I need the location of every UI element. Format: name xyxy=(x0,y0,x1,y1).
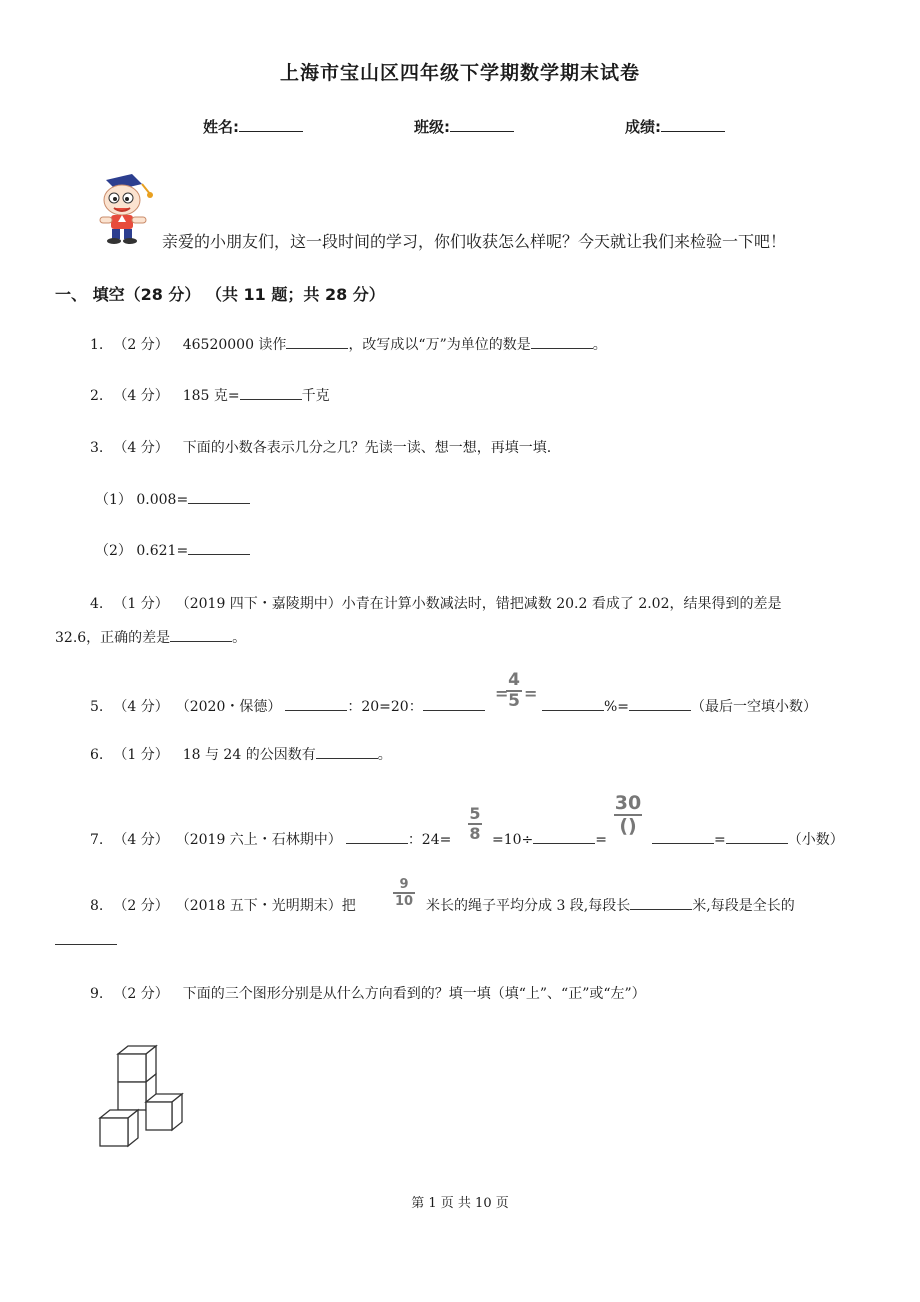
question-9 xyxy=(90,983,646,1003)
class-label: 班级: xyxy=(414,118,450,136)
page-title: 上海市宝山区四年级下学期数学期末试卷 xyxy=(279,62,640,84)
question-8 xyxy=(90,895,356,915)
q4-blank[interactable] xyxy=(170,627,232,642)
score-label: 成绩: xyxy=(625,118,661,136)
q7-blank-4[interactable] xyxy=(726,829,788,844)
q8-fraction-denominator: 10 xyxy=(394,894,414,909)
q3-sub2-blank[interactable] xyxy=(188,540,250,555)
name-label: 姓名: xyxy=(203,118,239,136)
q2-text-a: 185 克= xyxy=(182,388,240,404)
q5-fraction xyxy=(506,672,522,710)
q7-blank-3[interactable] xyxy=(652,829,714,844)
q7-text-d: = xyxy=(714,832,726,848)
q3-points: （4 分） xyxy=(113,440,169,456)
q8-points: （2 分） xyxy=(113,898,169,914)
name-field[interactable] xyxy=(203,116,303,137)
q4-points: （1 分） xyxy=(113,596,169,612)
q5-blank-3[interactable] xyxy=(542,696,604,711)
q7-text-b: =10÷ xyxy=(492,832,534,848)
cube-stack-figure xyxy=(94,1040,190,1152)
q5-tail xyxy=(542,696,817,716)
q1-blank-2[interactable] xyxy=(531,334,593,349)
q6-points: （1 分） xyxy=(113,747,169,763)
question-1 xyxy=(90,334,607,354)
q4-number: 4. xyxy=(90,596,104,612)
q7-text-a: ：24= xyxy=(407,832,452,848)
q7-note: （小数） xyxy=(787,832,844,848)
q9-text: 下面的三个图形分别是从什么方向看到的？填一填（填“上”、“正”或“左”） xyxy=(182,986,646,1002)
question-7 xyxy=(90,829,451,849)
q1-blank-1[interactable] xyxy=(286,334,348,349)
q6-blank[interactable] xyxy=(316,744,378,759)
q6-number: 6. xyxy=(90,747,104,763)
greeting-text: 亲爱的小朋友们，这一段时间的学习，你们收获怎么样呢？今天就让我们来检验一下吧！ xyxy=(162,232,787,251)
q7-fraction-1 xyxy=(468,806,482,842)
q3-number: 3. xyxy=(90,440,104,456)
q7-fraction-1-denominator: 8 xyxy=(469,824,481,843)
q4-line-2 xyxy=(55,627,246,647)
q4-line-1: （2019 四下・嘉陵期中）小青在计算小数减法时，错把减数 20.2 看成了 2.02，结果得到的差是 xyxy=(182,596,782,612)
q3-text: 下面的小数各表示几分之几？先读一读、想一想，再填一填. xyxy=(182,440,552,456)
q5-blank-2[interactable] xyxy=(423,696,485,711)
q8-number: 8. xyxy=(90,898,104,914)
q8-text-a: 米长的绳子平均分成 3 段,每段长 xyxy=(426,898,631,914)
q1-points: （2 分） xyxy=(113,337,169,353)
q8-fraction xyxy=(393,878,415,908)
q5-source: （2020・保德） xyxy=(182,699,282,715)
q5-note: （最后一空填小数） xyxy=(691,699,818,715)
q2-number: 2. xyxy=(90,388,104,404)
q5-text-a: ：20=20： xyxy=(347,699,423,715)
question-5 xyxy=(90,696,485,716)
q7-number: 7. xyxy=(90,832,104,848)
q2-blank-1[interactable] xyxy=(240,385,302,400)
name-blank[interactable] xyxy=(239,116,303,132)
q7-points: （4 分） xyxy=(113,832,169,848)
q5-percent: %= xyxy=(604,699,630,715)
q8-fraction-numerator: 9 xyxy=(399,877,409,892)
q8-tail xyxy=(426,895,795,915)
q2-points: （4 分） xyxy=(113,388,169,404)
q7-fraction-1-numerator: 5 xyxy=(469,804,481,823)
q9-number: 9. xyxy=(90,986,104,1002)
question-3 xyxy=(90,437,551,457)
question-6 xyxy=(90,744,392,764)
q7-middle xyxy=(492,829,607,848)
q3-sub1-blank[interactable] xyxy=(188,489,250,504)
q5-points: （4 分） xyxy=(113,699,169,715)
q8-blank-1[interactable] xyxy=(630,895,692,910)
q8-text-b: 米,每段是全长的 xyxy=(692,898,795,914)
q3-sub-1 xyxy=(95,489,250,509)
q8-line-2 xyxy=(55,930,117,949)
mascot-illustration xyxy=(92,170,164,244)
q2-text-b: 千克 xyxy=(301,388,330,404)
q5-eq-1: = xyxy=(495,684,509,703)
q7-fraction-2-numerator: 30 xyxy=(614,792,642,814)
q5-fraction-denominator: 5 xyxy=(508,691,520,711)
q1-text-a: 46520000 读作 xyxy=(182,337,287,353)
question-4 xyxy=(90,593,782,613)
q7-fraction-2 xyxy=(614,794,642,836)
q7-text-c: = xyxy=(595,832,608,848)
q3-sub2-label: （2） xyxy=(95,543,132,559)
q1-text-b: ，改写成以“万”为单位的数是 xyxy=(348,337,531,353)
q1-text-c: 。 xyxy=(592,337,607,353)
section-heading: 一、 填空（28 分） （共 11 题；共 28 分） xyxy=(55,285,385,304)
q4-line-2b: 。 xyxy=(232,630,247,646)
class-field[interactable] xyxy=(414,116,514,137)
q6-text-a: 18 与 24 的公因数有 xyxy=(182,747,316,763)
q6-text-b: 。 xyxy=(377,747,392,763)
q5-number: 5. xyxy=(90,699,104,715)
score-blank[interactable] xyxy=(661,116,725,132)
class-blank[interactable] xyxy=(450,116,514,132)
q7-source: （2019 六上・石林期中） xyxy=(182,832,342,848)
q8-blank-2[interactable] xyxy=(55,930,117,945)
q5-blank-1[interactable] xyxy=(285,696,347,711)
q3-sub1-label: （1） xyxy=(95,492,132,508)
q3-sub1-text: 0.008= xyxy=(136,492,189,508)
q7-blank-2[interactable] xyxy=(533,829,595,844)
question-2 xyxy=(90,385,330,405)
q3-sub-2 xyxy=(95,540,250,560)
q7-blank-1[interactable] xyxy=(346,829,408,844)
q9-points: （2 分） xyxy=(113,986,169,1002)
q7-fraction-2-denominator: () xyxy=(619,815,637,837)
q3-sub2-text: 0.621= xyxy=(136,543,189,559)
score-field[interactable] xyxy=(625,116,725,137)
q1-number: 1. xyxy=(90,337,104,353)
page-footer: 第 1 页 共 10 页 xyxy=(411,1196,509,1211)
q5-eq-2: = xyxy=(524,684,538,703)
q4-line-2a: 32.6，正确的差是 xyxy=(55,630,171,646)
q5-fraction-numerator: 4 xyxy=(508,670,520,690)
q7-tail xyxy=(652,829,844,849)
q5-blank-4[interactable] xyxy=(629,696,691,711)
q8-source: （2018 五下・光明期末）把 xyxy=(182,898,356,914)
